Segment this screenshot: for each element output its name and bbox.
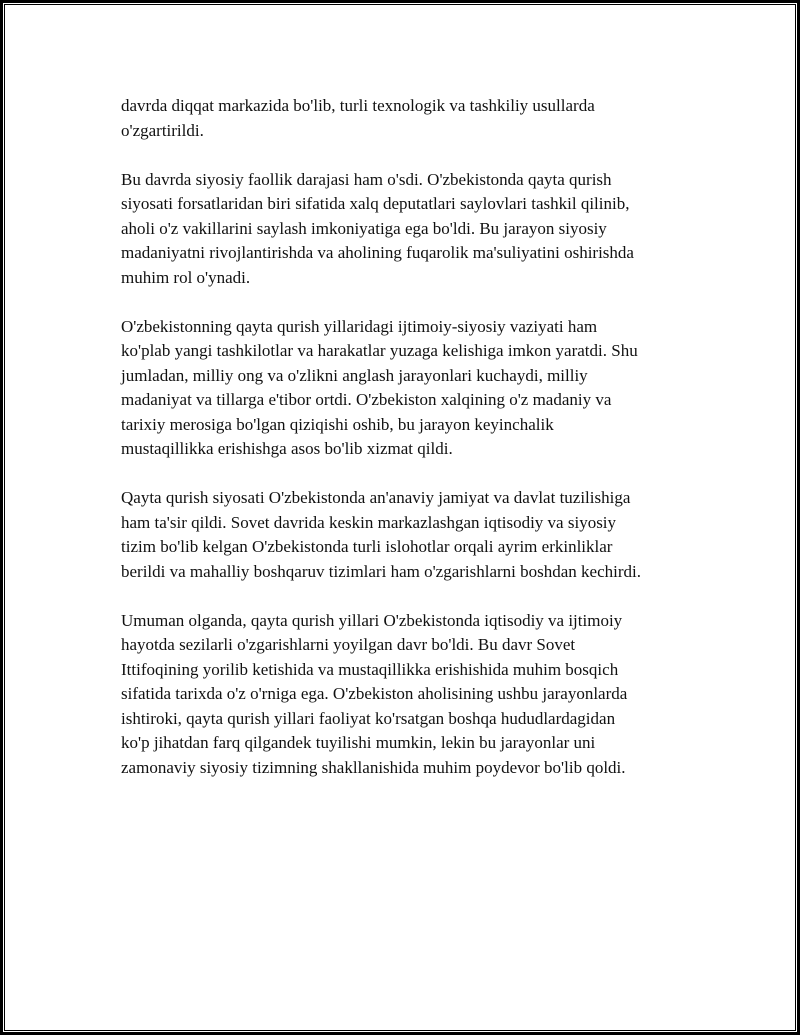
document-body (121, 94, 711, 805)
paragraph-5: Umuman olganda, qayta qurish yillari O'zbekistonda iqtisodiy va ijtimoiy hayotda sezilarli o'zgarishlarni yoyilgan davr bo'ldi. Bu davr Sovet Ittifoqining yorilib ketishida va mustaqillikka erishishida muhim bosqich sifatida tarixda o'z o'rniga ega. O'zbekiston aholisining ushbu jarayonlarda ishtiroki, qayta qurish yillari faoliyat ko'rsatgan boshqa hududlardagidan ko'p jihatdan farq qilgandek tuyilishi mumkin, lekin bu jarayonlar uni zamonaviy siyosiy tizimning shakllanishida muhim poydevor bo'lib qoldi. (121, 610, 628, 777)
paragraph-2: Bu davrda siyosiy faollik darajasi ham o'sdi. O'zbekistonda qayta qurish siyosati forsatlaridan biri sifatida xalq deputatlari saylovlari tashkil qilinib, aholi o'z vakillarini saylash imkoniyatiga ega bo'ldi. Bu jarayon siyosiy madaniyatni rivojlantirishda va aholining fuqarolik ma'suliyatini oshirishda muhim rol o'ynadi. (121, 169, 634, 287)
paragraph-4: Qayta qurish siyosati O'zbekistonda an'anaviy jamiyat va davlat tuzilishiga ham ta'sir qildi. Sovet davrida keskin markazlashgan iqtisodiy va siyosiy tizim bo'lib kelgan O'zbekistonda turli islohotlar orqali ayrim erkinliklar berildi va mahalliy boshqaruv tizimlari ham o'zgarishlarni boshdan kechirdi. (121, 488, 642, 581)
paragraph-3: O'zbekistonning qayta qurish yillaridagi ijtimoiy-siyosiy vaziyati ham ko'plab yangi tashkilotlar va harakatlar yuzaga kelishiga imkon yaratdi. Shu jumladan, milliy ong va o'zlikni anglash jarayonlari kuchaydi, milliy madaniyat va tillarga e'tibor ortdi. O'zbekiston xalqining o'z madaniy va tarixiy merosiga bo'lgan qiziqishi oshib, bu jarayon keyinchalik mustaqillikka erishishga asos bo'lib xizmat qildi. (121, 316, 638, 458)
paragraph-1: davrda diqqat markazida bo'lib, turli texnologik va tashkiliy usullarda o'zgartirildi. (121, 96, 595, 140)
